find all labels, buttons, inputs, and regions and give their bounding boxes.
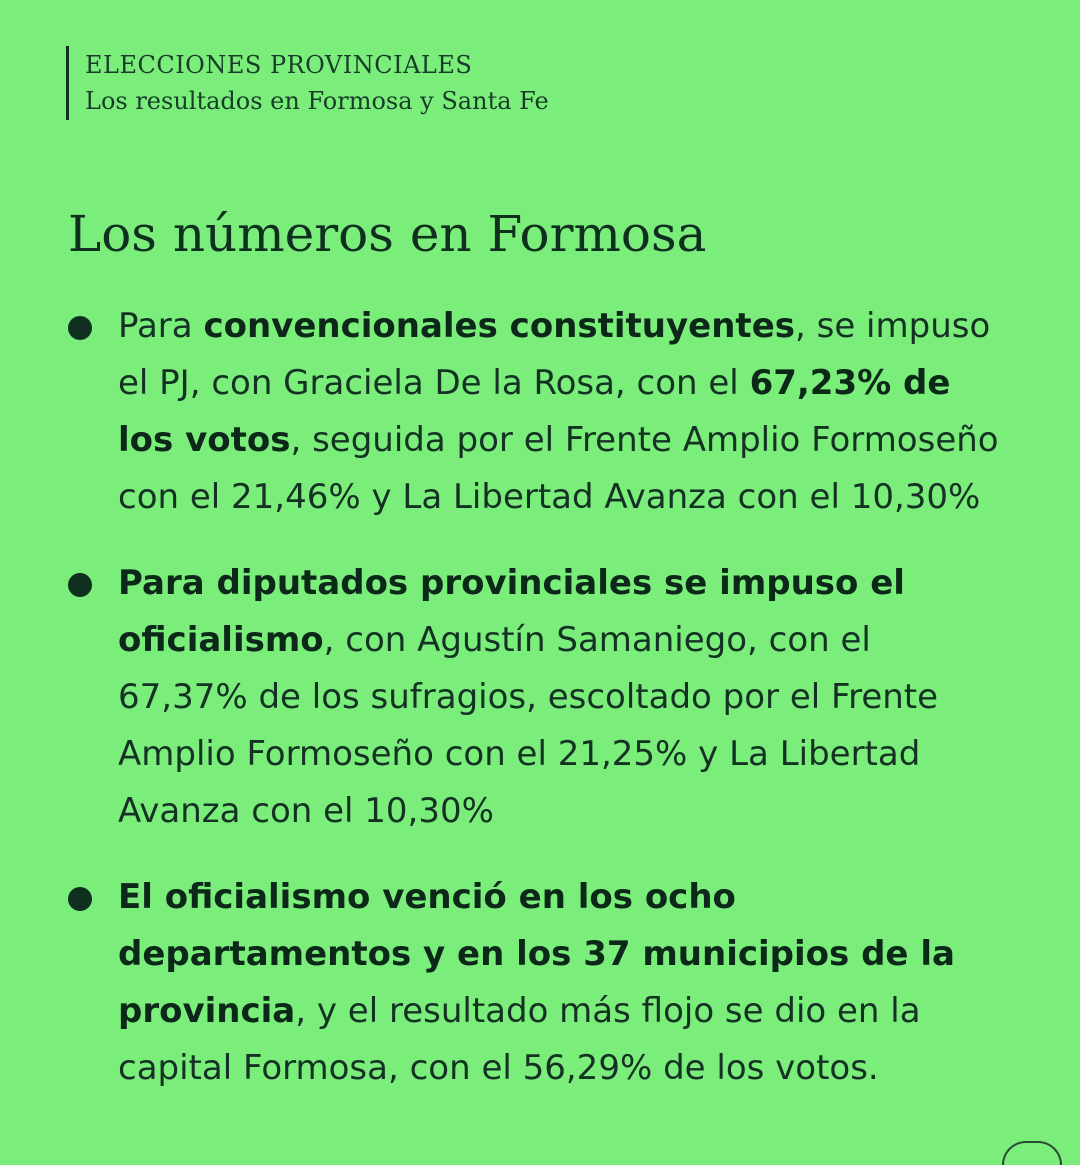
corner-button-icon[interactable] bbox=[1002, 1141, 1062, 1165]
section-kicker bbox=[66, 46, 549, 120]
section-label: ELECCIONES PROVINCIALES bbox=[85, 51, 473, 79]
item-text: Para bbox=[118, 306, 204, 346]
item-bold-text: convencionales constituyentes bbox=[203, 306, 795, 346]
results-list bbox=[68, 298, 1008, 1126]
list-item bbox=[68, 298, 1008, 526]
bullet-dot-icon bbox=[68, 573, 92, 597]
list-item bbox=[68, 555, 1008, 840]
item-text: , se impuso el PJ, con Graciela De la Rosa, con el bbox=[118, 306, 991, 403]
item-bold-text: Para diputados provinciales se impuso el oficialismo bbox=[118, 563, 905, 660]
item-bold-text: El oficialismo venció en los ocho departamentos y en los 37 municipios de la provincia bbox=[118, 877, 955, 1031]
bullet-dot-icon bbox=[68, 887, 92, 911]
item-bold-text: 67,23% de los votos bbox=[118, 363, 951, 460]
bullet-dot-icon bbox=[68, 316, 92, 340]
item-text: , con Agustín Samaniego, con el 67,37% de los sufragios, escoltado por el Frente Amplio Formoseño con el 21,25% y La Libertad Avanza con el 10,30% bbox=[118, 620, 939, 831]
list-item bbox=[68, 869, 1008, 1097]
item-text: , seguida por el Frente Amplio Formoseño con el 21,46% y La Libertad Avanza con el 10,30% bbox=[118, 420, 999, 517]
item-text: , y el resultado más flojo se dio en la capital Formosa, con el 56,29% de los votos. bbox=[118, 991, 921, 1088]
section-subtitle: Los resultados en Formosa y Santa Fe bbox=[85, 87, 549, 115]
page-title: Los números en Formosa bbox=[68, 205, 707, 263]
